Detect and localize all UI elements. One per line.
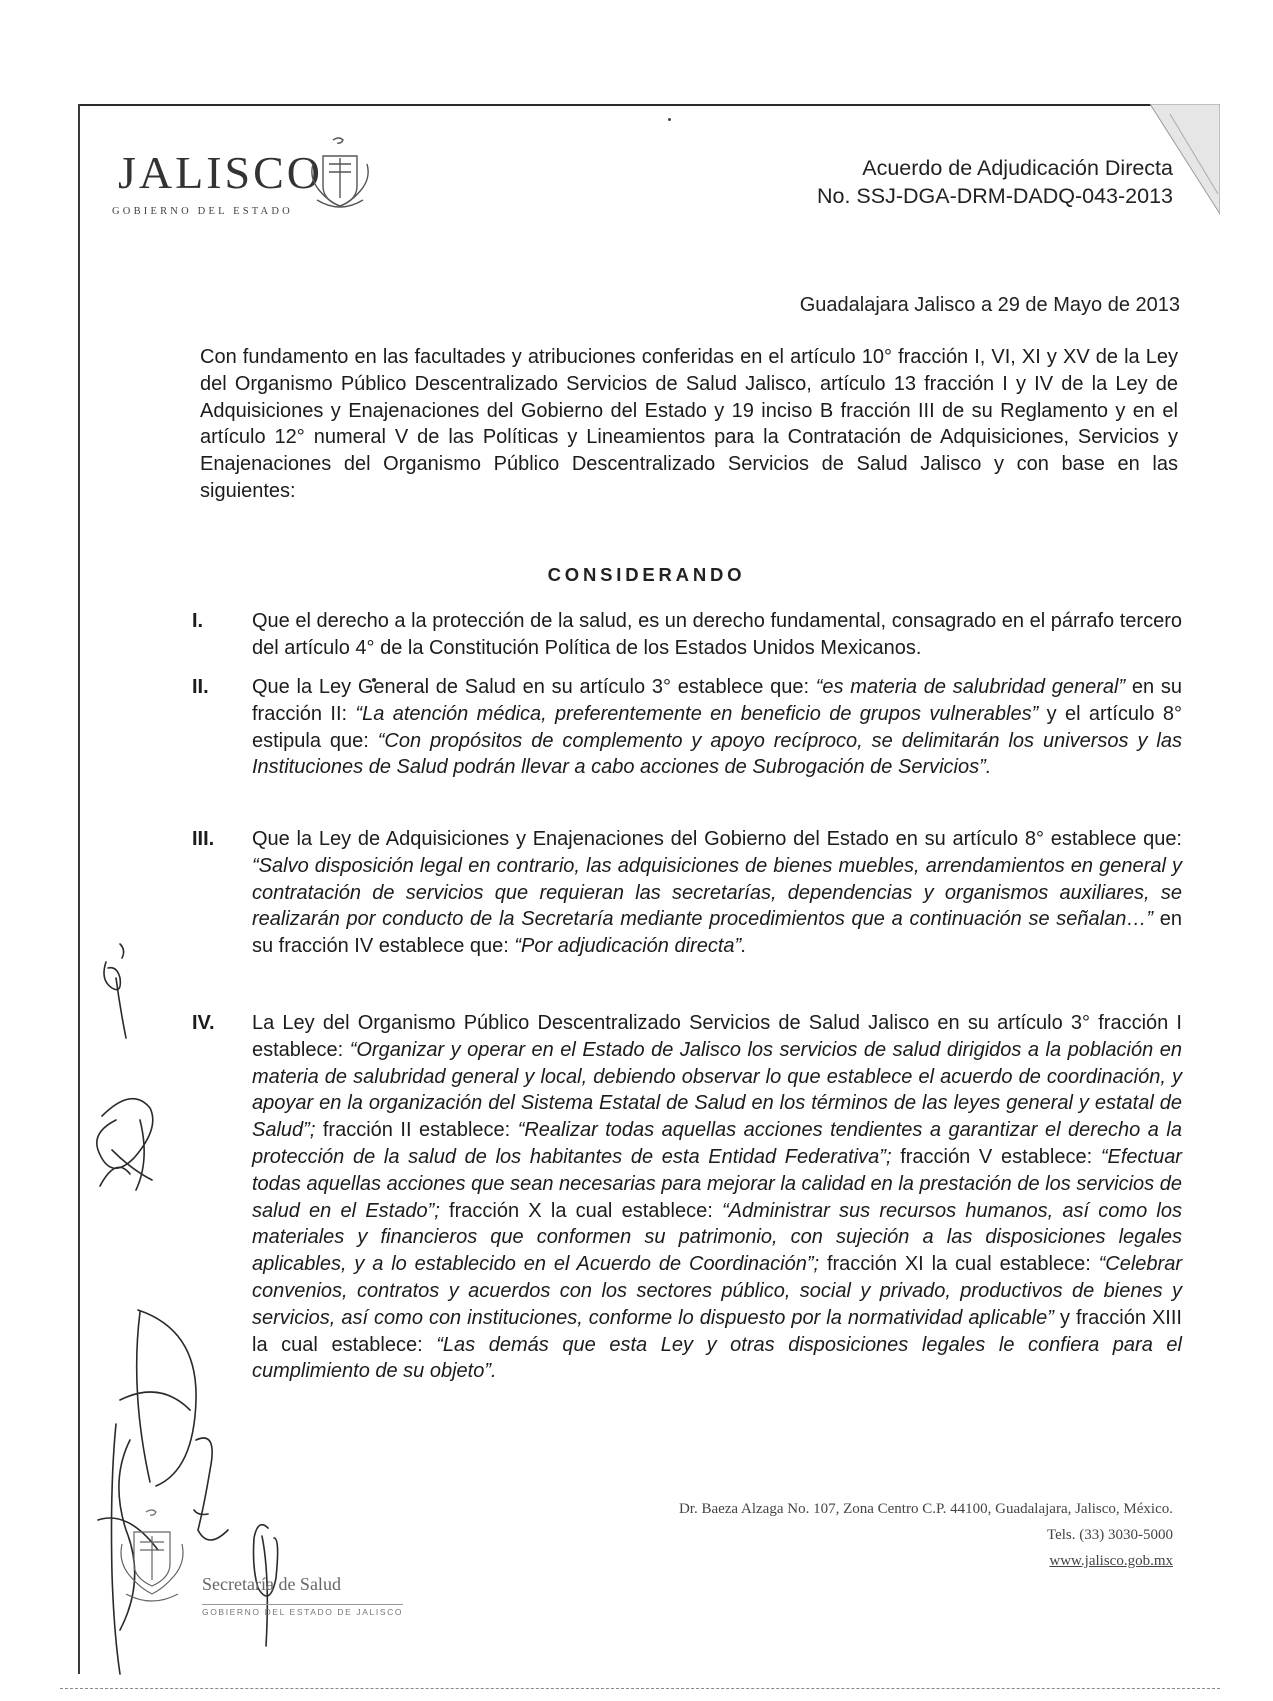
item-text <box>252 1010 1182 1385</box>
item-number: II. <box>192 676 209 698</box>
footer-address: Dr. Baeza Alzaga No. 107, Zona Centro C.P. 44100, Guadalajara, Jalisco, México. <box>678 1501 1173 1517</box>
considerando-item-4 <box>192 1010 1182 1385</box>
item-text <box>252 674 1182 781</box>
text-run: y fracción XIII la cual establece: <box>252 1306 1182 1356</box>
text-run: en su fracción IV establece que: <box>252 908 1182 958</box>
considerando-item-1 <box>192 608 1182 662</box>
agreement-header <box>817 154 1173 210</box>
quoted-text: “Administrar sus recursos humanos, así como los materiales y financieros que conformen su patrimonio, con sujeción a las disposiciones legales aplicables, y a lo establecido en el Acuerdo de Coordinación”; <box>252 1199 1183 1276</box>
text-run: en su fracción II: <box>252 676 1183 725</box>
item-number: III. <box>192 828 215 850</box>
agreement-title: Acuerdo de Adjudicación Directa <box>862 156 1173 180</box>
page-border-bottom <box>60 1688 1220 1689</box>
secretaria-salud-wordmark: Secretaría de Salud <box>202 1574 341 1594</box>
jalisco-crest-small-icon <box>112 1504 192 1614</box>
jalisco-logo-subtitle: GOBIERNO DEL ESTADO <box>112 206 293 217</box>
text-run: y el artículo 8° estipula que: <box>252 702 1182 752</box>
text-run: Que la Ley General de Salud en su artículo 3° establece que: <box>252 676 816 698</box>
quoted-text: “Salvo disposición legal en contrario, las adquisiciones de bienes muebles, arrendamientos en general y contratación de servicios que requieran las secretarías, dependencias y organismos auxiliares, se realizarán por conducto de la Secretaría mediante procedimientos que a continuación se señalan…” <box>252 854 1182 931</box>
quoted-text: “La atención médica, preferentemente en beneficio de grupos vulnerables” <box>355 702 1039 725</box>
text-run: fracción II establece: <box>315 1119 518 1142</box>
footer-contact <box>679 1496 1173 1574</box>
document-date: Guadalajara Jalisco a 29 de Mayo de 2013 <box>799 294 1180 316</box>
considerando-item-2 <box>192 674 1182 781</box>
quoted-text: “Con propósitos de complemento y apoyo recíproco, se delimitarán los universos y las Instituciones de Salud podrán llevar a cabo acciones de Subrogación de Servicios”. <box>252 729 1182 779</box>
text-run: Que la Ley de Adquisiciones y Enajenaciones del Gobierno del Estado en su artículo 8° establece que: <box>252 828 1182 850</box>
footer-phone: Tels. (33) 3030-5000 <box>1046 1527 1173 1543</box>
text-run: La Ley del Organismo Público Descentralizado Servicios de Salud Jalisco en su artículo 3° fracción I establece: <box>252 1012 1182 1061</box>
quoted-text: “es materia de salubridad general” <box>815 676 1126 698</box>
text-run: fracción V establece: <box>891 1145 1101 1168</box>
text-run: fracción X la cual establece: <box>439 1199 723 1222</box>
secretaria-salud-subtitle: GOBIERNO DEL ESTADO DE JALISCO <box>202 1604 403 1617</box>
item-number: I. <box>192 610 204 632</box>
jalisco-logo-wordmark: JALISCO <box>118 147 324 198</box>
page-border-top <box>78 104 1216 106</box>
considerando-item-3 <box>192 826 1182 960</box>
item-text: Que el derecho a la protección de la salud, es un derecho fundamental, consagrado en el párrafo tercero del artículo 4° de la Constitución Política de los Estados Unidos Mexicanos. <box>252 610 1182 659</box>
intro-paragraph: Con fundamento en las facultades y atribuciones conferidas en el artículo 10° fracción I, VI, XI y XV de la Ley del Organismo Público Descentralizado Servicios de Salud Jalisco, artículo 13 fracción I y IV de la Ley de Adquisiciones y Enajenaciones del Gobierno del Estado y 19 inciso B fracción III de su Reglamento y en el artículo 12° numeral V de las Políticas y Lineamientos para la Contratación de Adquisiciones, Servicios y Enajenaciones del Organismo Público Descentralizado Servicios de Salud Jalisco y con base en las siguientes: <box>200 346 1178 502</box>
quoted-text: “Por adjudicación directa”. <box>514 935 747 958</box>
jalisco-crest-icon <box>305 134 375 214</box>
scan-speck <box>668 118 671 121</box>
quoted-text: “Las demás que esta Ley y otras disposiciones legales le confiera para el cumplimiento de su objeto”. <box>252 1333 1182 1383</box>
section-heading: CONSIDERANDO <box>547 564 746 585</box>
agreement-number: No. SSJ-DGA-DRM-DADQ-043-2013 <box>816 184 1173 208</box>
page-border-left <box>78 104 80 1674</box>
quoted-text: “Celebrar convenios, contratos y acuerdos con los sectores público, social y privado, productivos de bienes y servicios, así como con instituciones, conforme lo dispuesto por la normatividad aplicable” <box>252 1253 1182 1329</box>
quoted-text: “Efectuar todas aquellas acciones que sean necesarias para mejorar la calidad en la prestación de los servicios de salud en el Estado”; <box>252 1145 1182 1222</box>
footer-website-link[interactable]: www.jalisco.gob.mx <box>1049 1553 1173 1569</box>
item-text <box>252 826 1182 960</box>
item-number: IV. <box>192 1012 215 1034</box>
quoted-text: “Realizar todas aquellas acciones tendientes a garantizar el derecho a la protección de la salud de los habitantes de esta Entidad Federativa”; <box>252 1119 1182 1168</box>
text-run: fracción XI la cual establece: <box>819 1253 1099 1276</box>
quoted-text: “Organizar y operar en el Estado de Jalisco los servicios de salud dirigidos a la población en materia de salubridad general y local, debiendo observar lo que establece el acuerdo de coordinación, y apoyar en la organización del Sistema Estatal de Salud en los términos de las leyes general y estatal de Salud”; <box>252 1038 1183 1142</box>
